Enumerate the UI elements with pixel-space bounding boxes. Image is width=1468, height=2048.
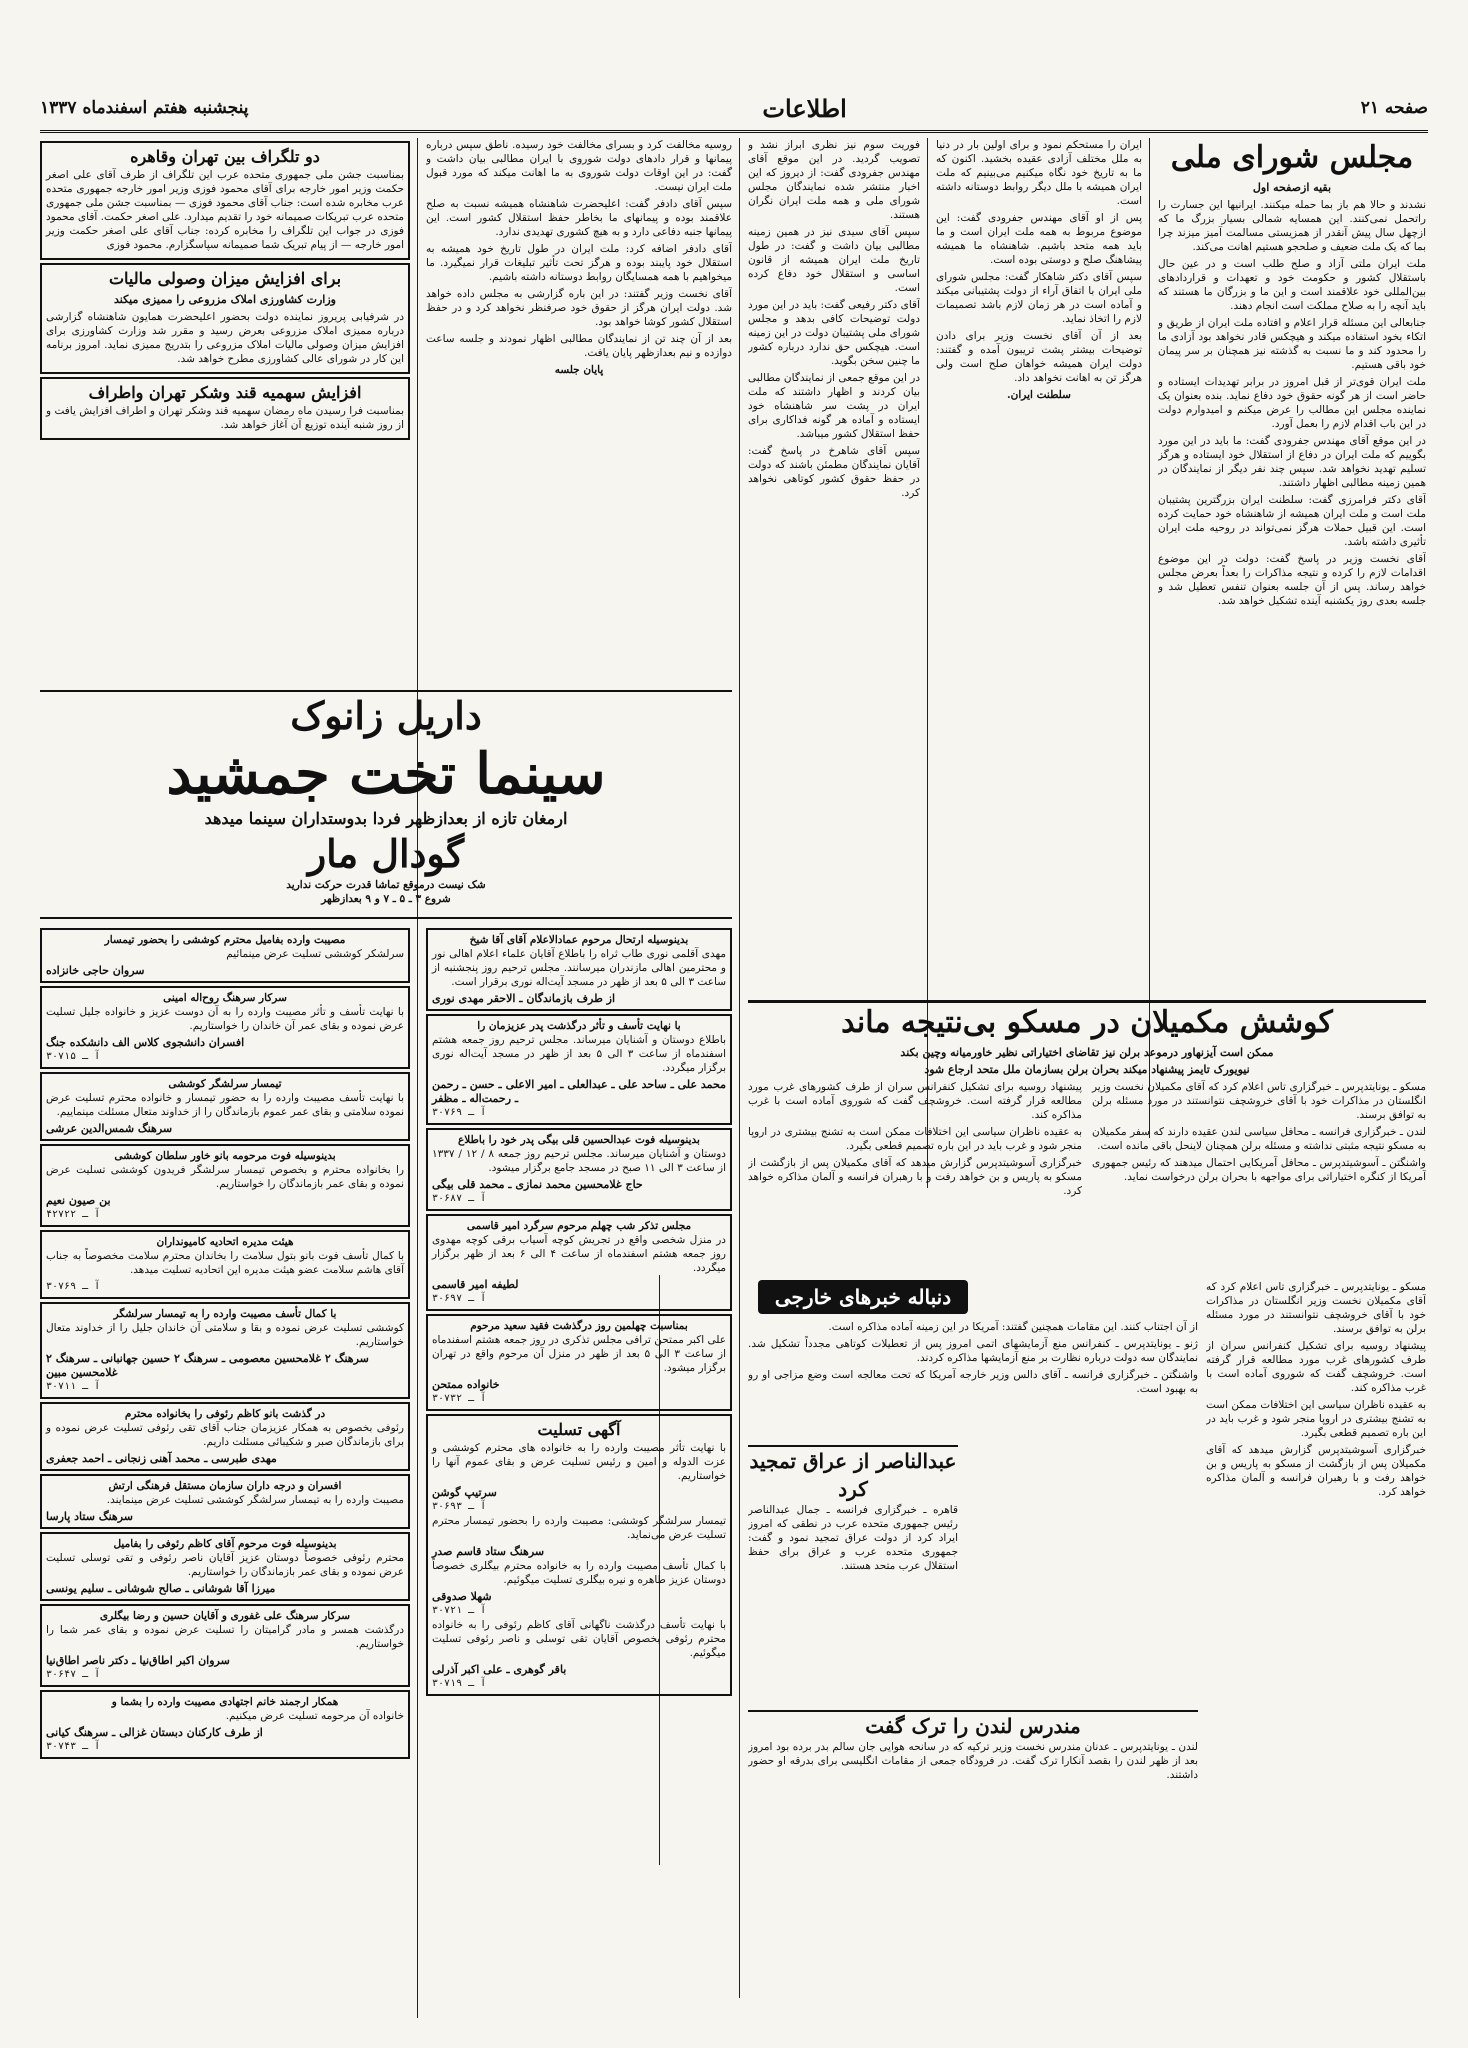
majlis-column [1158,138,1426,1123]
article-paragraph: سلطنت ایران. [1007,389,1071,401]
sugar-headline: افزایش سهمیه قند وشکر تهران واطراف [88,383,362,402]
majlis-paragraph: نشدند و حالا هم باز بما حمله میکنند. ایرانیها این جسارت را راتحمل نمی‌کنند. این همسایه شمالی بسیار بزرگ ما که ازچهل سال پیش آنقدر از همزیستی مسالمت آمیز میزند چرا بما که یک ملت ضعیف و صلحجو هستیم اهانت می‌کند. [1158,199,1426,253]
thanks-box: آگهی تسلیت با نهایت تأثر مصیبت وارده را به خانواده های محترم کوششی و عزت الدوله و امین و رئیس تسلیت عرض و بقای عموم آنها را خواستاریم. سرتیپ گوشن آ ـ ۳۰۶۹۳ تیمسار سرلشگر کوششی: مصیبت وارده را بحضور تیمسار محترم تسلیت عرض می‌نماید. سرهنگ ستاد قاسم صدر با کمال تأسف مصیبت وارده را به خانواده محترم بیگلری خصوصاً دوستان عزیز طاهره و نیره بیگلری تسلیت میگوئیم. شهلا صدوقی آ ـ ۳۰۷۲۱ با نهایت تأسف درگذشت ناگهانی آقای کاظم رئوفی را به خانواده محترم رئوفی بخصوص آقایان تقی توسلی و ناصر رئوفی تسلیت میگوئیم. باقر گوهری ـ علی اکبر آذرلی آ ـ ۳۰۷۱۹ [426,1414,732,1696]
tax-body: در شرفیابی پریروز نماینده دولت بحضور اعلیحضرت همایون شاهنشاه گزارشی درباره ممیزی املاک مزروعی بعرض رسید و مقرر شد وزارت کشاورزی برای افزایش میزان وصولی مالیات املاک مزروعی را بتدریج ممیزی نماید. امروز برنامه این کار در شورای عالی کشاورزی مطرح خواهد شد. [46,311,404,365]
article-paragraph: خبرگزاری آسوشیتدپرس گزارش میدهد که آقای مکمیلان پس از بازگشت از مسکو به پاریس و بن خواهد رفت و با رهبران فرانسه و آلمان مذاکره خواهد کرد. [748,1157,1082,1197]
macmillan-article [748,1000,1426,1278]
page-header [40,86,1428,133]
article-paragraph: به عقیده ناظران سیاسی این اختلافات ممکن است به تشنج بیشتری در اروپا منجر شود و غرب باید در این باره تصمیم قطعی بگیرد. [1206,1399,1426,1439]
article-paragraph: آقای دکتر رفیعی گفت: باید در این مورد دولت توضیحات کافی بدهد و مجلس شورای ملی پشتیبان دولت در این زمینه است. هیچکس حق ندارد درباره کشور ما چنین سخن بگوید. [748,299,920,367]
article-paragraph: پیشنهاد روسیه برای تشکیل کنفرانس سران از طرف کشورهای غرب مورد مطالعه قرار گرفته است. خروشچف گفت که شوروی آماده است با غرب مذاکره کند. [1206,1340,1426,1394]
majlis-paragraph: جنابعالی این مسئله قرار اعلام و افتاده ملت ایران از طریق و اتکاء بخود استفاده میکند و هیچکس قادر نخواهد بود آزادی ما را محدود کند و ما نسبت به گذشته نیز همچنان بر سر پیمان خود باقی هستیم. [1158,317,1426,371]
nasser-headline: عبدالناصر از عراق تمجید کرد [749,1449,957,1501]
article-paragraph: سپس آقای دادفر گفت: اعلیحضرت شاهنشاه همیشه نسبت به صلح علاقمند بوده و پیمانهای ما بخاطر حفظ استقلال کشور است. این پیمانها جنبه دفاعی دارد و به هیچ کشوری تهدیدی ندارد. [426,198,732,238]
article-paragraph: از آن اجتناب کنند. این مقامات همچنین گفتند: آمریکا در این زمینه آماده مذاکره است. [828,1321,1198,1333]
masthead: اطلاعات [762,93,847,123]
article-paragraph: پس از او آقای مهندس جفرودی گفت: این موضوع مربوط به همه ملت ایران است و ما باید همه متحد باشیم. شاهنشاه ما همیشه پیشاهنگ صلح و دوستی بوده است. [936,212,1142,266]
article-paragraph: بعد از آن چند تن از نمایندگان مطالبی اظهار نمودند و جلسه ساعت دوازده و نیم بعدازظهر پایان یافت. [426,333,732,359]
majlis-paragraph: در این موقع آقای مهندس جفرودی گفت: ما باید در این مورد بگوییم که ملت ایران در دفاع از استقلال خود ایستاده و هرگز تسلیم تهدید نخواهد شد. سپس چند نفر دیگر از نمایندگان در همین زمینه مطالبی اظهار داشتند. [1158,435,1426,489]
cinema-ad [40,690,732,919]
article-paragraph: لندن ـ خبرگزاری فرانسه ـ محافل سیاسی لندن عقیده دارند که سفر مکمیلان به مسکو نتیجه مثبتی نداشته و مسئله برلن همچنان لاینحل باقی مانده است. [1092,1126,1426,1152]
article-paragraph: واشنگتن ـ آسوشیتدپرس ـ محافل آمریکایی احتمال میدهند که رئیس جمهوری آمریکا از کنگره اختیاراتی برای مواجهه با بحران برلن درخواست نماید. [1092,1157,1426,1183]
condolence-notice: در گذشت بانو کاظم رئوفی را بخانواده محترم رئوفی بخصوص به همکار عزیزمان جناب آقای تقی رئوفی تسلیت عرض نموده و برای بازماندگان صبر و شکیبائی مسئلت داریم. مهدی طبرسی ـ محمد آهنی زنجانی ـ احمد جعفری [40,1402,410,1471]
article-paragraph: آقای نخست وزیر گفتند: در این باره گزارشی به مجلس داده خواهد شد. دولت ایران هرگز از حقوق خود صرفنظر نخواهد کرد و در حفظ استقلال کشور کوشا خواهد بود. [426,288,732,328]
cinema-note: شک نیست درموقع تماشا قدرت حرکت ندارید [286,879,486,891]
condolence-notice: تیمسار سرلشگر کوششی با نهایت تأسف مصیبت وارده را به حضور تیمسار و خانواده محترم تسلیت عرض نموده سلامتی و بقای عمر عموم بازماندگان را از خداوند متعال مسئلت مینماییم. سرهنگ شمس‌الدین عرشی [40,1072,410,1141]
condolence-notice: مصیبت وارده بفامیل محترم کوششی را بحضور تیمسار سرلشکر کوششی تسلیت عرض مینمائیم سروان حاجی خانزاده [40,928,410,983]
film-title: گودال مار [307,831,465,876]
tax-box [40,263,410,374]
assembly-column-3 [748,138,920,1123]
article-paragraph: سپس آقای دکتر شاهکار گفت: مجلس شورای ملی ایران با اتفاق آراء از دولت پشتیبانی میکند و آماده است در هر زمان لازم باشد تصمیمات لازم را اتخاذ نماید. [936,271,1142,325]
nasser-body: قاهره ـ خبرگزاری فرانسه ـ جمال عبدالناصر رئیس جمهوری متحده عرب در نطقی که امروز ایراد کرد از دولت عراق تمجید نمود و گفت: جمهوری متحده عرب و عراق برای حفظ استقلال عرب متحد هستند. [748,1504,958,1572]
section-end-label: پایان جلسه [554,364,604,376]
foreign-news-mid [748,1320,1198,1440]
thanks-title: آگهی تسلیت [537,1420,621,1439]
tax-subhead: وزارت کشاورزی املاک مزروعی را ممیزی میکند [114,293,336,306]
telegraph-headline: دو تلگراف بین تهران وقاهره [130,147,320,166]
condolence-column-left [40,925,410,1865]
majlis-paragraph: آقای دکتر فرامرزی گفت: سلطنت ایران بزرگترین پشتیبان ملت است و ملت ایران همیشه از شاهنشاه خود حمایت کرده است. این قبیل حملات هرگز نمی‌تواند در روحیه ملت ایران تأثیری داشته باشد. [1158,494,1426,548]
cinema-tagline: ارمغان تازه از بعدازظهر فردا بدوستداران سینما میدهد [204,809,568,828]
sugar-box [40,377,410,440]
article-paragraph: مسکو ـ یونایتدپرس ـ خبرگزاری تاس اعلام کرد که آقای مکمیلان نخست وزیر انگلستان در مذاکرات خود با آقای خروشچف نتوانستند در مورد مسئله برلن به توافق برسند. [1092,1081,1426,1121]
tax-headline: برای افزایش میزان وصولی مالیات [108,269,342,288]
article-paragraph: بعد از آن آقای نخست وزیر برای دادن توضیحات بیشتر پشت تریبون آمده و گفتند: دولت ایران همیشه خواهان صلح است ولی هرگز تن به اهانت نخواهد داد. [936,330,1142,384]
article-paragraph: فوریت سوم نیز نظری ابراز نشد و تصویب گردید. در این موقع آقای مهندس جفرودی گفت: از دیروز که این اخبار منتشر شده نمایندگان مجلس شورای ملی و همه ملت ایران نگران هستند. [748,139,920,221]
condolence-notice: بدینوسیله فوت عبدالحسین قلی بیگی پدر خود را باطلاع دوستان و آشنایان میرساند. مجلس ترحیم روز جمعه ۸ / ۱۲ / ۱۳۳۷ از ساعت ۳ الی ۱۱ صبح در مسجد جامع برگزار میشود. حاج غلامحسین محمد نمازی ـ محمد قلی بیگی آ ـ ۳۰۶۸۷ [426,1128,732,1211]
condolence-notice: بدینوسیله فوت مرحومه بانو خاور سلطان کوششی را بخانواده محترم و بخصوص تیمسار سرلشگر فریدون کوششی تسلیت عرض نموده و بقای عمر بازماندگان را خواستاریم. بن صیون نعیم آ ـ ۴۲۷۲۲ [40,1144,410,1227]
macmillan-headline: کوشش مکمیلان در مسکو بی‌نتیجه ماند [841,1005,1333,1040]
cinema-name: سینما تخت جمشید [166,741,606,807]
left-news-column [40,138,410,678]
condolence-notice: بدینوسیله ارتحال مرحوم عمادالاعلام آقای آقا شیخ مهدی آقلمی نوری طاب ثراه را باطلاع آقایان علماء اعلام اهالی نور و محترمین اهالی مازندران میرسانند. مجلس ترحیم روز پنجشنبه از ساعت ۳ الی ۵ بعد از ظهر در مسجد آیت‌اله نوری برقرار است. از طرف بازماندگان ـ الاحقر مهدی نوری [426,928,732,1011]
article-paragraph: مسکو ـ یونایتدپرس ـ خبرگزاری تاس اعلام کرد که آقای مکمیلان نخست وزیر انگلستان در مذاکرات خود با آقای خروشچف نتوانستند در مورد مسئله برلن به توافق برسند. [1206,1281,1426,1335]
macmillan-subhead-2: نیویورک تایمز پیشنهاد میکند بحران برلن بسازمان ملل متحد ارجاع شود [924,1063,1250,1076]
telegraph-body: بمناسبت جشن ملی جمهوری متحده عرب این تلگراف از طرف آقای علی اصغر حکمت وزیر امور خارجه برای آقای محمود فوزی وزیر امور خارجه جمهوری متحده عرب مخابره شده است: جناب آقای محمود فوزی — بمناسبت جشن ملی جمهوری متحده عرب تبریکات صمیمانه خود را تقدیم میدارد. علی اصغر حکمت. آقای محمود فوزی در جواب این تلگراف را مخابره کرده: جناب آقای علی اصغر حکمت وزیر امور خارجه — از پیام تبریک شما صمیمانه سپاسگزارم. محمود فوزی [46,169,404,251]
majlis-paragraph: ملت ایران قوی‌تر از قبل امروز در برابر تهدیدات ایستاده و حاضر است از هر گونه حقوق خود دفاع نماید. بنده بعنوان یک نماینده مجلس این مطالب را عرض میکنم و امیدوارم دولت در این باب اقدام لازم را بعمل آورد. [1158,376,1426,430]
article-paragraph: پیشنهاد روسیه برای تشکیل کنفرانس سران از طرف کشورهای غرب مورد مطالعه قرار گرفته است. خروشچف گفت که شوروی آماده است با غرب مذاکره کند. [748,1081,1082,1121]
nasser-article [748,1445,958,1707]
article-paragraph: سپس آقای سیدی نیز در همین زمینه مطالبی بیان داشت و گفت: در طول تاریخ ملت ایران همیشه از قانون اساسی و استقلال خود دفاع کرده است. [748,226,920,294]
condolence-notice: هیئت مدیره اتحادیه کامیونداران با کمال تأسف فوت بانو بتول سلامت را بخاندان محترم سلامت مخصوصاً به جناب آقای هاشم سلامت عضو هیئت مدیره این اتحادیه تسلیت میدهد. آ ـ ۳۰۷۶۹ [40,1230,410,1299]
issue-date: پنجشنبه هفتم اسفندماه ۱۳۳۷ [40,98,249,118]
article-paragraph: ایران را مستحکم نمود و برای اولین بار در دنیا به ملل مختلف آزادی عقیده بخشید. اکنون که ما به تاریخ خود نگاه میکنیم می‌بینیم که ملت ایران همیشه با ملل دیگر روابط دوستانه داشته است. [936,139,1142,207]
majlis-continued: بقیه ازصفحه اول [1252,181,1332,194]
article-paragraph: سپس آقای شاهرخ در پاسخ گفت: آقایان نمایندگان مطمئن باشند که دولت در حفظ حقوق کشور کوتاهی نخواهد کرد. [748,445,920,499]
article-paragraph: ژنو ـ یونایتدپرس ـ کنفرانس منع آزمایشهای اتمی امروز پس از تعطیلات کوتاهی مجدداً تشکیل شد. نمایندگان سه دولت درباره نظارت بر منع آزمایشها مذاکره کردند. [748,1338,1198,1364]
foreign-news-banner: دنباله خبرهای خارجی [758,1280,968,1314]
majlis-headline: مجلس شورای ملی [1170,140,1414,175]
telegraph-box [40,141,410,260]
turkey-headline: مندرس لندن را ترک گفت [865,1714,1081,1738]
macmillan-subhead-1: ممکن است آیزنهاور درموعد برلن نیز تقاضای اختیاراتی نظیر خاورمیانه وچین بکند [900,1046,1274,1059]
condolence-notice: با نهایت تأسف و تأثر درگذشت پدر عزیزمان را باطلاع دوستان و آشنایان میرساند. مجلس ترحیم روز جمعه هشتم اسفندماه از ساعت ۳ الی ۵ بعد از ظهر در مسجد آیت‌اله نوری برگزار میگردد. محمد علی ـ ساحد علی ـ عبدالعلی ـ امیر الاعلی ـ حسن ـ رحمن ـ رحمت‌اله ـ مظفر آ ـ ۳۰۷۶۹ [426,1014,732,1125]
condolence-notice: افسران و درجه داران سازمان مستقل فرهنگی ارتش مصیبت وارده را به تیمسار سرلشگر کوششی تسلیت عرض مینمایند. سرهنگ ستاد پارسا [40,1474,410,1529]
sugar-body: بمناسبت فرا رسیدن ماه رمضان سهمیه قند وشکر تهران و اطراف افزایش یافت و از روز شنبه آینده توزیع آن آغاز خواهد شد. [46,405,404,431]
article-paragraph: خبرگزاری آسوشیتدپرس گزارش میدهد که آقای مکمیلان پس از بازگشت از مسکو به پاریس و بن خواهد رفت و با رهبران فرانسه و آلمان مذاکره خواهد کرد. [1206,1444,1426,1498]
article-paragraph: در این موقع جمعی از نمایندگان مطالبی بیان کردند و اظهار داشتند که ملت ایران در پشت سر شاهنشاه خود ایستاده و آماده هر گونه فداکاری برای حفظ استقلال کشور میباشد. [748,372,920,440]
condolence-notice: سرکار سرهنگ علی غفوری و آقایان حسین و رضا بیگلری درگذشت همسر و مادر گرامیتان را تسلیت عرض نموده و بقای عمر شما را خواستاریم. سروان اکبر اطاق‌نیا ـ دکتر ناصر اطاق‌نیا آ ـ ۳۰۶۴۷ [40,1604,410,1687]
article-paragraph: به عقیده ناظران سیاسی این اختلافات ممکن است به تشنج بیشتری در اروپا منجر شود و غرب باید در این باره تصمیم قطعی بگیرد. [748,1126,1082,1152]
condolence-notice: با کمال تأسف مصیبت وارده را به تیمسار سرلشگر کوششی تسلیت عرض نموده و بقا و سلامتی آن خاندان جلیل را از خداوند متعال خواستاریم. سرهنگ ۲ غلامحسین معصومی ـ سرهنگ ۲ حسین جهانبانی ـ سرهنگ ۲ غلامحسین مبین آ ـ ۳۰۷۱۱ [40,1302,410,1399]
cinema-producer: داریل زانوک [290,693,482,738]
condolence-column-mid [426,925,732,1865]
article-paragraph: واشنگتن ـ خبرگزاری فرانسه ـ آقای دالس وزیر خارجه آمریکا که تحت معالجه است وضع مزاجی او رو به بهبود است. [748,1369,1198,1395]
article-paragraph: آقای دادفر اضافه کرد: ملت ایران در طول تاریخ خود همیشه به استقلال خود پایبند بوده و هرگز تحت تأثیر تبلیغات قرار نمیگیرد. ما میخواهیم با همه همسایگان روابط دوستانه داشته باشیم. [426,243,732,283]
majlis-paragraph: آقای نخست وزیر در پاسخ گفت: دولت در این موضوع اقدامات لازم را کرده و نتیجه مذاکرات را بعداً بعرض مجلس خواهد رساند. پس از آن جلسه بعنوان تنفس تعطیل شد و جلسه بعدی روز یکشنبه آینده تشکیل خواهد شد. [1158,553,1426,607]
article-paragraph: روسیه مخالفت کرد و بسرای مخالفت خود رسیده. ناطق سپس درباره پیمانها و قرار دادهای دولت شوروی با ایران مطالبی بیان داشت و گفت: در این اوقات دولت شوروی به ما اهانت میکند که مورد قبول ملت ایران نیست. [426,139,732,193]
show-times: شروع ۳ ـ ۵ ـ ۷ و ۹ بعدازظهر [321,893,451,905]
page-number: صفحه ۲۱ [1360,98,1428,118]
majlis-paragraph: ملت ایران ملتی آزاد و صلح طلب است و در عین حال باستقلال کشور و حکومت خود و تعهدات و قراردادهای بین‌المللی خود علاقمند است و این ما و بزرگان ما هستند که باید آنچه را به صلاح مملکت است انجام دهند. [1158,258,1426,312]
condolence-notice: مجلس تذکر شب چهلم مرحوم سرگرد امیر قاسمی در منزل شخصی واقع در تجریش کوچه آسیاب برقی کوچه مهدوی روز جمعه هشتم اسفندماه از ساعت ۴ الی ۶ بعد از ظهر برگزار میگردد. لطیفه امیر قاسمی آ ـ ۳۰۶۹۷ [426,1214,732,1311]
turkey-article [748,1710,1198,1862]
macmillan-body [748,1080,1426,1201]
condolence-notice: بدینوسیله فوت مرحوم آقای کاظم رئوفی را بفامیل محترم رئوفی خصوصاً دوستان عزیز آقایان ناصر رئوفی و تقی توسلی تسلیت عرض نموده و بقای عمر بازماندگان را خواستاریم. میرزا آقا شوشانی ـ صالح شوشانی ـ سلیم یونسی [40,1532,410,1601]
turkey-body: لندن ـ یونایتدپرس ـ عدنان مندرس نخست وزیر ترکیه که در سانحه هوایی جان سالم بدر برده بود امروز بعد از ظهر لندن را بقصد آنکارا ترک گفت. در فرودگاه جمعی از مقامات انگلیسی برای بدرقه او حضور داشتند. [748,1741,1198,1781]
condolence-notice: بمناسبت چهلمین روز درگذشت فقید سعید مرحوم علی اکبر ممتحن ترافی مجلس تذکری در روز جمعه هشتم اسفندماه از ساعت ۳ الی ۵ بعد از ظهر در منزل آن مرحوم واقع در تهران برگزار میشود. خانواده ممتحن آ ـ ۳۰۷۳۲ [426,1314,732,1411]
condolence-notice: سرکار سرهنگ روح‌اله امینی با نهایت تأسف و تأثر مصیبت وارده را به آن دوست عزیز و خانواده جلیل تسلیت عرض نموده و بقای عمر آن خاندان را خواستاریم. افسران دانشجوی کلاس الف دانشکده جنگ آ ـ ۳۰۷۱۵ [40,986,410,1069]
condolence-notice: همکار ارجمند خانم اجتهادی مصیبت وارده را بشما و خانواده آن مرحومه تسلیت عرض میکنیم. از طرف کارکنان دبستان غزالی ـ سرهنگ کیانی آ ـ ۳۰۷۴۳ [40,1690,410,1759]
foreign-news-right [1206,1280,1426,1860]
assembly-column-2 [936,138,1142,1123]
